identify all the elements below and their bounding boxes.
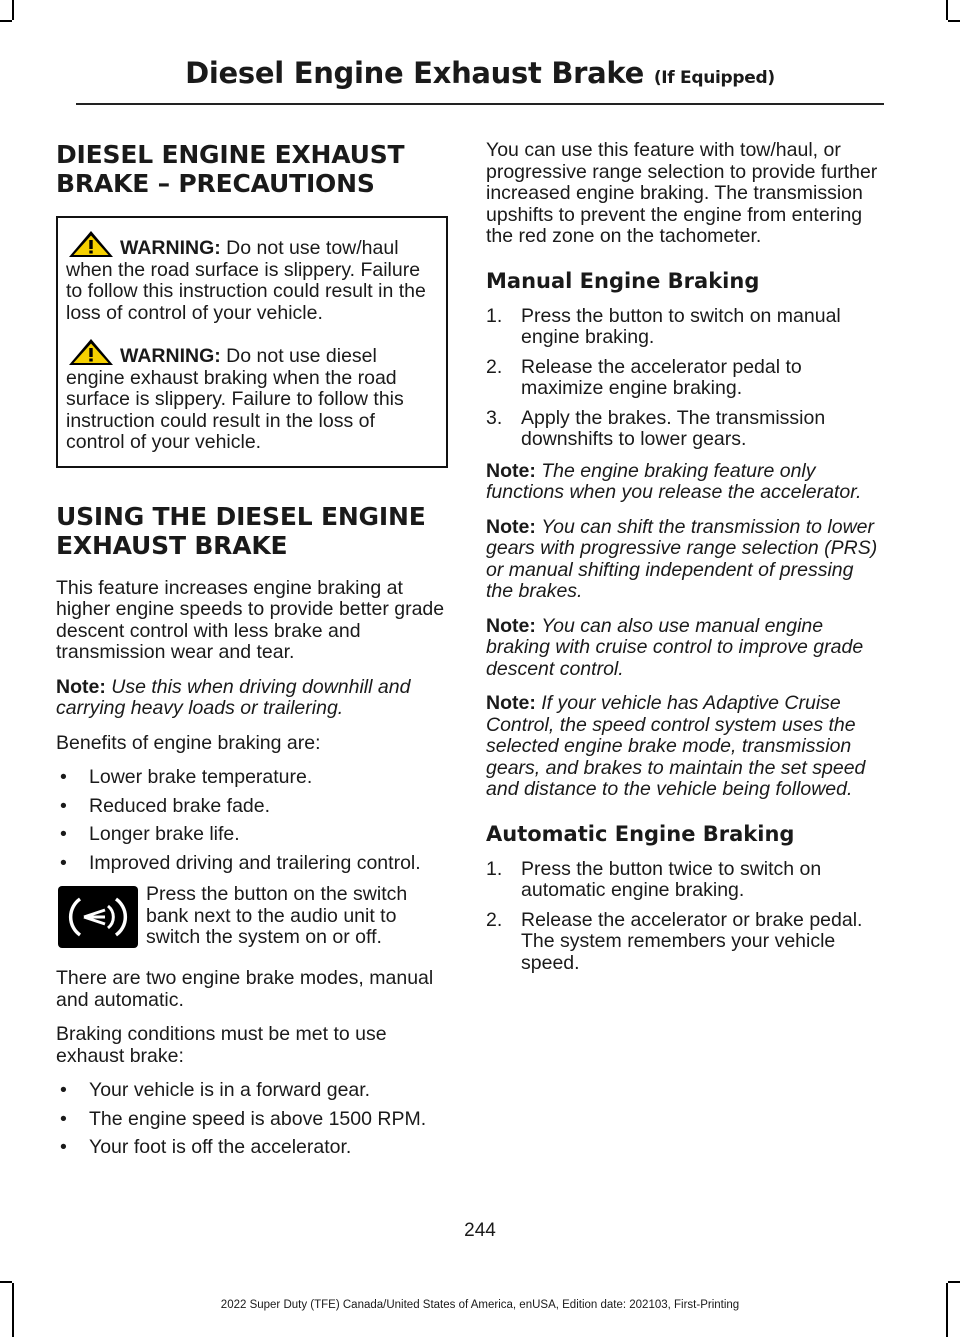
note-label: Note: <box>56 675 106 698</box>
note-label: Note: <box>486 459 536 482</box>
step-number: 1. <box>486 304 503 327</box>
note-text: You can also use manual engine braking with cruise control to improve grade descent control. <box>486 614 864 680</box>
list-item-text: Longer brake life. <box>89 823 240 845</box>
note-paragraph <box>486 461 880 504</box>
subsection-title-automatic: Automatic Engine Braking <box>486 821 795 846</box>
note-text: You can shift the transmission to lower gears with progressive range selection (PRS) or manual shifting independent of pressing the brakes. <box>486 515 878 602</box>
warning-box <box>56 216 448 468</box>
bullet-glyph: • <box>60 766 67 788</box>
warning-triangle-icon <box>68 338 114 366</box>
warning-label: WARNING: <box>120 345 221 367</box>
bullet-glyph: • <box>60 823 67 845</box>
list-item-text: Your foot is off the accelerator. <box>89 1136 352 1158</box>
section-title-line: EXHAUST BRAKE <box>56 530 288 560</box>
conditions-list <box>56 1080 448 1159</box>
note-label: Note: <box>486 614 536 637</box>
list-item-text: Lower brake temperature. <box>89 766 313 788</box>
bullet-glyph: • <box>60 851 67 874</box>
list-item <box>56 767 448 789</box>
section-title-line: BRAKE – PRECAUTIONS <box>56 169 375 198</box>
list-item-text: The engine speed is above 1500 RPM. <box>89 1107 427 1130</box>
crop-mark <box>948 20 960 22</box>
crop-mark <box>946 0 948 20</box>
conditions-intro: Braking conditions must be met to use exhaust brake: <box>56 1023 387 1067</box>
note-text: If your vehicle has Adaptive Cruise Control, the speed control system uses the selected engine brake mode, transmission gears, and brakes to maintain the set speed and distance to the vehicle being followed. <box>486 692 866 800</box>
warning-paragraph <box>66 230 438 324</box>
step-text: Release the accelerator or brake pedal. The system remembers your vehicle speed. <box>521 908 863 974</box>
step-item <box>486 357 880 400</box>
note-label: Note: <box>486 692 536 714</box>
list-item <box>56 1080 448 1102</box>
bullet-glyph: • <box>60 1136 67 1158</box>
step-item <box>486 306 880 349</box>
list-item <box>56 796 448 818</box>
right-column <box>486 140 880 984</box>
note-text: The engine braking feature only functions when you release the accelerator. <box>486 459 862 503</box>
benefits-list <box>56 767 448 874</box>
modes-paragraph: There are two engine brake modes, manual and automatic. <box>56 967 434 1011</box>
left-column <box>56 140 448 1169</box>
warning-triangle-icon <box>68 230 114 258</box>
step-item <box>486 859 880 902</box>
list-item-text: Improved driving and trailering control. <box>89 851 421 874</box>
section-title-precautions <box>56 140 448 198</box>
crop-mark <box>0 20 12 22</box>
list-item <box>56 824 448 846</box>
step-text: Press the button to switch on manual engine braking. <box>521 304 841 348</box>
step-text: Press the button twice to switch on automatic engine braking. <box>521 857 822 901</box>
header-divider <box>76 103 884 105</box>
step-number: 1. <box>486 857 503 880</box>
switch-text: Press the button on the switch bank next to the audio unit to switch the system on or off. <box>146 883 408 948</box>
manual-steps-list <box>486 306 880 451</box>
warning-text: Do not use diesel engine exhaust braking when the road surface is slippery. Failure to follow this instruction could result in the loss of control of your vehicle. <box>66 345 404 453</box>
header-title: Diesel Engine Exhaust Brake <box>185 56 645 90</box>
page-header <box>0 56 960 90</box>
section-title-using <box>56 502 448 560</box>
warning-paragraph <box>66 338 438 454</box>
section-title-line: DIESEL ENGINE EXHAUST <box>56 140 405 169</box>
page-number: 244 <box>464 1220 496 1241</box>
automatic-steps-list <box>486 859 880 975</box>
list-item <box>56 853 448 875</box>
bullet-glyph: • <box>60 1079 67 1101</box>
note-label: Note: <box>486 515 536 538</box>
step-number: 2. <box>486 908 503 931</box>
edition-footer: 2022 Super Duty (TFE) Canada/United States of America, enUSA, Edition date: 202103, First-Printing <box>220 1299 740 1311</box>
step-item <box>486 408 880 451</box>
list-item <box>56 1137 448 1159</box>
step-item <box>486 910 880 975</box>
bullet-glyph: • <box>60 1107 67 1130</box>
benefits-intro: Benefits of engine braking are: <box>56 731 321 754</box>
list-item <box>56 1109 448 1131</box>
note-paragraph <box>56 677 448 720</box>
tow-haul-paragraph: You can use this feature with tow/haul, or progressive range selection to provide further increased engine braking. The transmission upshifts to prevent the engine from entering the red zone on the tachometer. <box>486 139 878 247</box>
bullet-glyph: • <box>60 794 67 817</box>
step-number: 2. <box>486 355 503 378</box>
crop-mark <box>12 0 14 20</box>
crop-mark <box>948 1281 960 1283</box>
warning-text: Do not use tow/haul when the road surface is slippery. Failure to follow this instruction could result in the loss of control of your vehicle. <box>66 237 426 324</box>
note-paragraph <box>486 517 880 603</box>
step-text: Apply the brakes. The transmission downshifts to lower gears. <box>521 406 826 450</box>
subsection-title-manual: Manual Engine Braking <box>486 268 760 293</box>
intro-paragraph: This feature increases engine braking at higher engine speeds to provide better grade descent control with less brake and transmission wear and tear. <box>56 576 445 663</box>
exhaust-brake-switch-icon <box>58 886 138 948</box>
step-text: Release the accelerator pedal to maximize engine braking. <box>521 355 802 399</box>
list-item-text: Reduced brake fade. <box>89 794 271 817</box>
note-paragraph <box>486 616 880 681</box>
list-item-text: Your vehicle is in a forward gear. <box>89 1079 371 1101</box>
crop-mark <box>0 1281 12 1283</box>
switch-paragraph <box>56 884 448 954</box>
step-number: 3. <box>486 406 503 429</box>
note-paragraph <box>486 693 880 801</box>
warning-label: WARNING: <box>120 237 221 259</box>
note-text: Use this when driving downhill and carrying heavy loads or trailering. <box>56 675 411 719</box>
header-title-suffix: (If Equipped) <box>653 68 775 88</box>
section-title-line: USING THE DIESEL ENGINE <box>56 501 426 531</box>
